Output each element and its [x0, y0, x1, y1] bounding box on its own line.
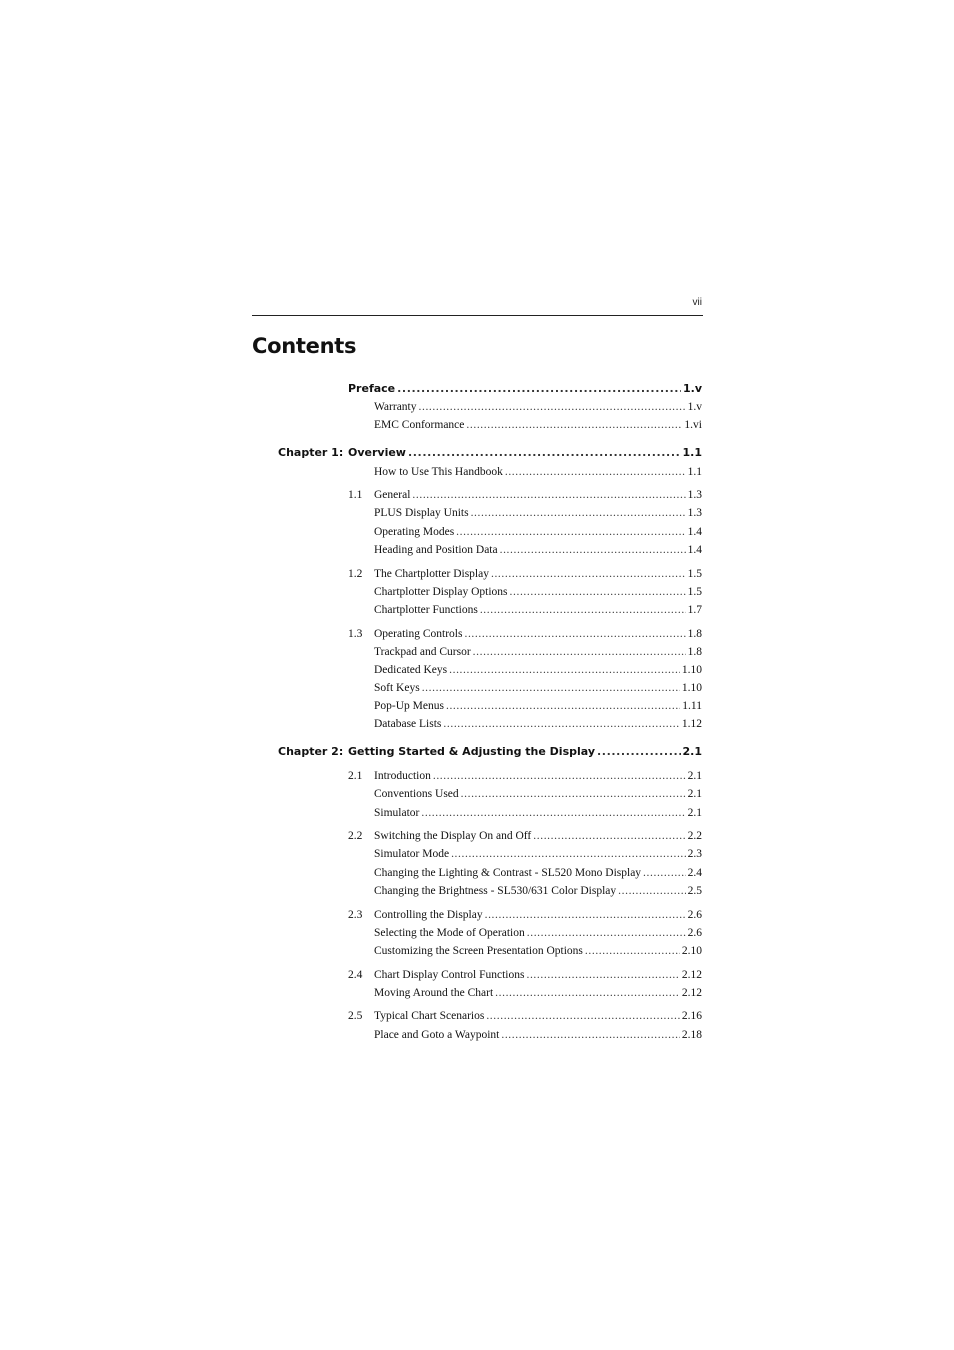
toc-entry-label: Changing the Lighting & Contrast - SL520 Mono Display: [374, 867, 642, 879]
toc-page-number: 2.1: [687, 788, 702, 800]
dot-leader: [485, 907, 686, 923]
chapter-label: Chapter 2:: [278, 745, 344, 758]
dot-leader: [451, 846, 686, 862]
section-number: 2.1: [348, 770, 363, 782]
dot-leader: [618, 883, 685, 899]
section-number: 2.2: [348, 830, 363, 842]
toc-page-number: 2.1: [687, 807, 702, 819]
toc-entry-soft-keys[interactable]: [0, 680, 954, 696]
toc-section-2-5[interactable]: [0, 1008, 954, 1024]
toc-page-number: 1.4: [687, 526, 702, 538]
toc-page-number: 1.v: [682, 382, 702, 395]
dot-leader: [597, 744, 680, 760]
toc-entry-label: The Chartplotter Display: [374, 568, 489, 580]
toc-entry-label: Introduction: [374, 770, 431, 782]
toc-entry-brightness[interactable]: [0, 883, 954, 899]
toc-section-2-3[interactable]: [0, 907, 954, 923]
toc-entry-label: Selecting the Mode of Operation: [374, 927, 525, 939]
toc-entry-how-to-use[interactable]: [0, 464, 954, 480]
toc-page-number: 2.3: [687, 848, 702, 860]
toc-page-number: 1.10: [681, 682, 702, 694]
dot-leader: [471, 505, 686, 521]
toc-page-number: 1.12: [681, 718, 702, 730]
dot-leader: [461, 786, 686, 802]
toc-section-1-2[interactable]: [0, 566, 954, 582]
toc-entry-emc-conformance[interactable]: [0, 417, 954, 433]
toc-entry-preface[interactable]: [0, 381, 954, 397]
section-number: 2.5: [348, 1010, 363, 1022]
toc-entry-label: Chartplotter Display Options: [374, 586, 508, 598]
dot-leader: [422, 680, 680, 696]
toc-entry-chartplotter-options[interactable]: [0, 584, 954, 600]
toc-entry-label: Heading and Position Data: [374, 544, 498, 556]
toc-entry-plus-display-units[interactable]: [0, 505, 954, 521]
toc-chapter-1[interactable]: [0, 445, 954, 461]
toc-entry-label: PLUS Display Units: [374, 507, 469, 519]
toc-entry-label: Dedicated Keys: [374, 664, 448, 676]
toc-page-number: 2.6: [687, 927, 702, 939]
toc-entry-label: EMC Conformance: [374, 419, 465, 431]
toc-page-number: 2.12: [681, 987, 702, 999]
toc-page-number: 1.5: [687, 586, 702, 598]
toc-entry-label: Pop-Up Menus: [374, 700, 444, 712]
toc-entry-label: General: [374, 489, 411, 501]
toc-page-number: 1.1: [682, 446, 702, 459]
toc-page-number: 1.7: [687, 604, 702, 616]
dot-leader: [466, 417, 682, 433]
toc-entry-trackpad-cursor[interactable]: [0, 644, 954, 660]
toc-entry-label: Database Lists: [374, 718, 442, 730]
dot-leader: [643, 865, 686, 881]
dot-leader: [412, 487, 685, 503]
dot-leader: [501, 1027, 680, 1043]
section-number: 1.3: [348, 628, 363, 640]
toc-entry-label: Customizing the Screen Presentation Options: [374, 945, 583, 957]
toc-page-number: 2.18: [681, 1029, 702, 1041]
toc-page-number: 1.vi: [684, 419, 702, 431]
toc-entry-simulator-mode[interactable]: [0, 846, 954, 862]
toc-entry-label: Conventions Used: [374, 788, 459, 800]
dot-leader: [527, 925, 686, 941]
toc-entry-conventions-used[interactable]: [0, 786, 954, 802]
toc-page-number: 1.3: [687, 507, 702, 519]
toc-entry-label: Chartplotter Functions: [374, 604, 478, 616]
dot-leader: [486, 1008, 680, 1024]
toc-entry-label: Warranty: [374, 401, 417, 413]
toc-page-number: 2.6: [687, 909, 702, 921]
toc-section-2-4[interactable]: [0, 967, 954, 983]
dot-leader: [473, 644, 686, 660]
toc-entry-dedicated-keys[interactable]: [0, 662, 954, 678]
dot-leader: [480, 602, 686, 618]
dot-leader: [526, 967, 679, 983]
toc-entry-label: Operating Modes: [374, 526, 455, 538]
dot-leader: [443, 716, 679, 732]
toc-section-2-1[interactable]: [0, 768, 954, 784]
toc-page-number: 2.5: [687, 885, 702, 897]
toc-entry-label: Getting Started & Adjusting the Display: [348, 745, 596, 758]
toc-entry-place-goto-waypoint[interactable]: [0, 1027, 954, 1043]
toc-entry-label: Controlling the Display: [374, 909, 483, 921]
toc-page-number: 2.10: [681, 945, 702, 957]
toc-entry-lighting-contrast[interactable]: [0, 865, 954, 881]
section-number: 2.4: [348, 969, 363, 981]
toc-entry-chartplotter-functions[interactable]: [0, 602, 954, 618]
toc-entry-label: Overview: [348, 446, 406, 459]
dot-leader: [408, 445, 681, 461]
dot-leader: [464, 626, 685, 642]
dot-leader: [510, 584, 686, 600]
toc-entry-label: Moving Around the Chart: [374, 987, 494, 999]
section-number: 1.2: [348, 568, 363, 580]
toc-entry-label: Preface: [348, 382, 396, 395]
toc-page-number: 2.1: [682, 745, 702, 758]
toc-entry-label: Switching the Display On and Off: [374, 830, 532, 842]
toc-chapter-2[interactable]: [0, 744, 954, 760]
dot-leader: [449, 662, 680, 678]
toc-page-number: 2.16: [681, 1010, 702, 1022]
toc-entry-simulator[interactable]: [0, 805, 954, 821]
toc-entry-label: Typical Chart Scenarios: [374, 1010, 485, 1022]
toc-page-number: 1.3: [687, 489, 702, 501]
dot-leader: [505, 464, 686, 480]
toc-page-number: 2.1: [687, 770, 702, 782]
toc-section-2-2[interactable]: [0, 828, 954, 844]
toc-entry-warranty[interactable]: [0, 399, 954, 415]
page-title: Contents: [252, 334, 357, 358]
toc-entry-label: Simulator Mode: [374, 848, 450, 860]
dot-leader: [500, 542, 686, 558]
dot-leader: [533, 828, 685, 844]
toc-entry-label: Operating Controls: [374, 628, 463, 640]
toc-page-number: 1.10: [681, 664, 702, 676]
toc-entry-label: Chart Display Control Functions: [374, 969, 525, 981]
toc-entry-pop-up-menus[interactable]: [0, 698, 954, 714]
toc-entry-moving-around[interactable]: [0, 985, 954, 1001]
toc-entry-customizing[interactable]: [0, 943, 954, 959]
toc-page-number: 2.4: [687, 867, 702, 879]
dot-leader: [456, 524, 685, 540]
toc-entry-label: Simulator: [374, 807, 420, 819]
toc-entry-label: Soft Keys: [374, 682, 420, 694]
toc-entry-label: Place and Goto a Waypoint: [374, 1029, 500, 1041]
dot-leader: [421, 805, 685, 821]
toc-page-number: 2.12: [681, 969, 702, 981]
toc-page-number: 1.11: [682, 700, 702, 712]
dot-leader: [397, 381, 681, 397]
dot-leader: [433, 768, 686, 784]
toc-page-number: 1.5: [687, 568, 702, 580]
toc-entry-operating-modes[interactable]: [0, 524, 954, 540]
toc-entry-database-lists[interactable]: [0, 716, 954, 732]
dot-leader: [446, 698, 680, 714]
dot-leader: [585, 943, 680, 959]
dot-leader: [419, 399, 686, 415]
toc-page-number: 1.8: [687, 646, 702, 658]
toc-page-number: 1.4: [687, 544, 702, 556]
toc-entry-label: Changing the Brightness - SL530/631 Color Display: [374, 885, 617, 897]
page-number: vii: [692, 297, 702, 308]
toc-section-1-3[interactable]: [0, 626, 954, 642]
toc-entry-heading-position[interactable]: [0, 542, 954, 558]
toc-entry-selecting-mode[interactable]: [0, 925, 954, 941]
toc-page-number: 1.v: [687, 401, 702, 413]
toc-entry-label: How to Use This Handbook: [374, 466, 503, 478]
section-number: 2.3: [348, 909, 363, 921]
toc-page-number: 1.1: [687, 466, 702, 478]
toc-section-1-1[interactable]: [0, 487, 954, 503]
section-number: 1.1: [348, 489, 363, 501]
chapter-label: Chapter 1:: [278, 446, 344, 459]
dot-leader: [495, 985, 680, 1001]
toc-entry-label: Trackpad and Cursor: [374, 646, 471, 658]
toc-page-number: 2.2: [687, 830, 702, 842]
dot-leader: [491, 566, 686, 582]
toc-page-number: 1.8: [687, 628, 702, 640]
